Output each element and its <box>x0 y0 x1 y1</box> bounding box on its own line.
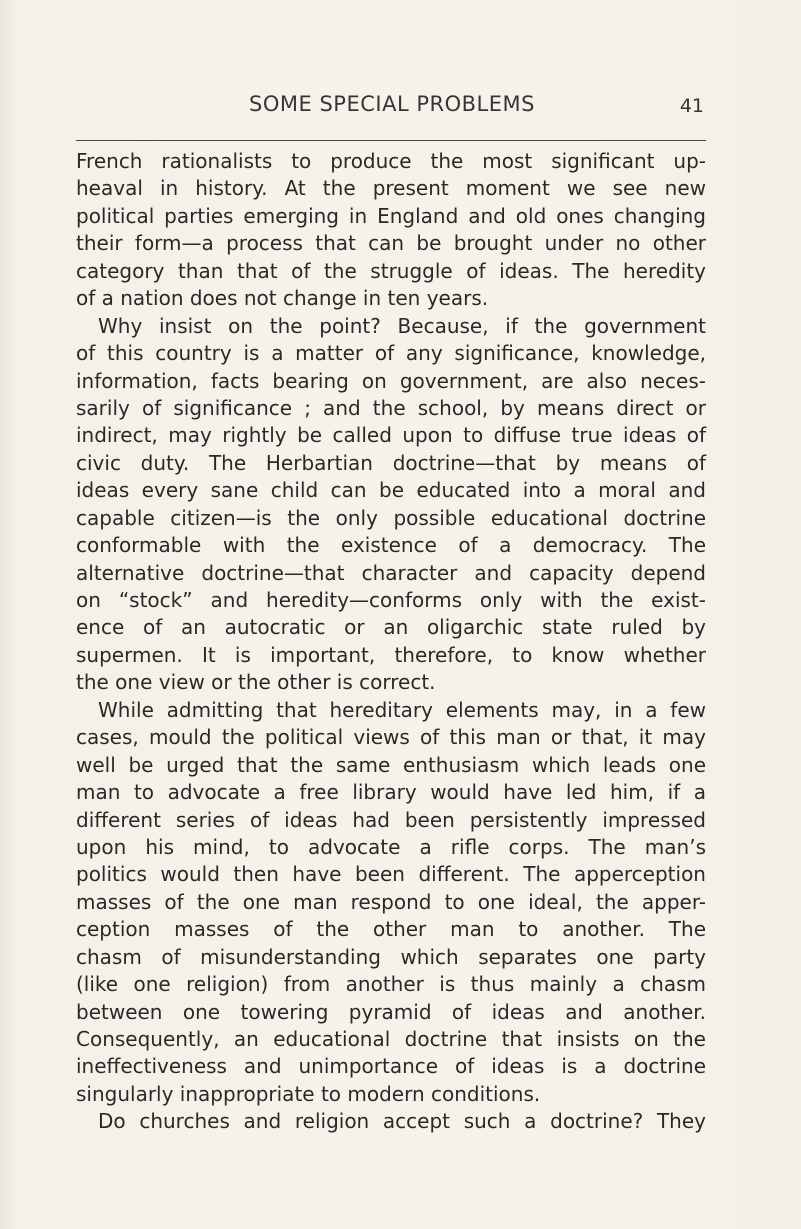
text-line: information, facts bearing on government, are also neces- <box>76 368 706 393</box>
text-line: well be urged that the same enthusiasm which leads one <box>76 752 706 777</box>
text-line: heaval in history. At the present moment we see new <box>76 176 706 201</box>
text-line: their form—a process that can be brought under no other <box>76 231 706 256</box>
text-line: ence of an autocratic or an oligarchic state ruled by <box>76 615 706 640</box>
text-line: of this country is a matter of any significance, knowledge, <box>76 341 706 366</box>
text-line: politics would then have been different. The apperception <box>76 862 706 887</box>
text-line: the one view or the other is correct. <box>76 670 436 695</box>
text-line: alternative doctrine—that character and capacity depend <box>76 560 706 585</box>
text-line: ideas every sane child can be educated into a moral and <box>76 478 706 503</box>
text-line: ineffectiveness and unimportance of ideas is a doctrine <box>76 1054 706 1079</box>
running-head: SOME SPECIAL PROBLEMS <box>249 92 535 116</box>
page-number: 41 <box>679 95 704 117</box>
text-line: supermen. It is important, therefore, to know whether <box>76 642 706 667</box>
text-line: political parties emerging in England and old ones changing <box>76 203 706 228</box>
text-line: between one towering pyramid of ideas and another. <box>76 999 706 1024</box>
text-line: Why insist on the point? Because, if the government <box>98 313 706 338</box>
text-line: Consequently, an educational doctrine that insists on the <box>76 1027 706 1051</box>
text-line: on “stock” and heredity—conforms only with the exist- <box>76 588 706 612</box>
text-line: cases, mould the political views of this man or that, it may <box>76 725 706 750</box>
text-line: Do churches and religion accept such a doctrine? They <box>98 1109 706 1134</box>
text-line: civic duty. The Herbartian doctrine—that by means of <box>76 450 706 475</box>
text-line: French rationalists to produce the most significant up- <box>76 149 706 173</box>
header-rule <box>76 140 706 141</box>
text-line: sarily of significance ; and the school, by means direct or <box>76 395 706 420</box>
text-line: of a nation does not change in ten years. <box>76 286 489 311</box>
text-line: conformable with the existence of a democracy. The <box>76 533 706 558</box>
text-line: category than that of the struggle of ideas. The heredity <box>76 258 706 283</box>
text-line: While admitting that hereditary elements may, in a few <box>98 697 706 722</box>
text-line: different series of ideas had been persistently impressed <box>76 807 706 832</box>
text-line: capable citizen—is the only possible educational doctrine <box>76 505 706 530</box>
page-header <box>78 92 706 124</box>
text-line: ception masses of the other man to another. The <box>76 917 706 942</box>
text-line: man to advocate a free library would have led him, if a <box>76 780 706 805</box>
text-line: chasm of misunderstanding which separates one party <box>76 944 706 969</box>
body-text <box>76 148 706 1136</box>
text-line: upon his mind, to advocate a rifle corps. The man’s <box>76 834 706 859</box>
text-line: (like one religion) from another is thus mainly a chasm <box>76 972 706 997</box>
text-line: indirect, may rightly be called upon to diffuse true ideas of <box>76 423 706 448</box>
text-line: singularly inappropriate to modern conditions. <box>76 1081 541 1106</box>
text-line: masses of the one man respond to one ideal, the apper- <box>76 889 706 914</box>
